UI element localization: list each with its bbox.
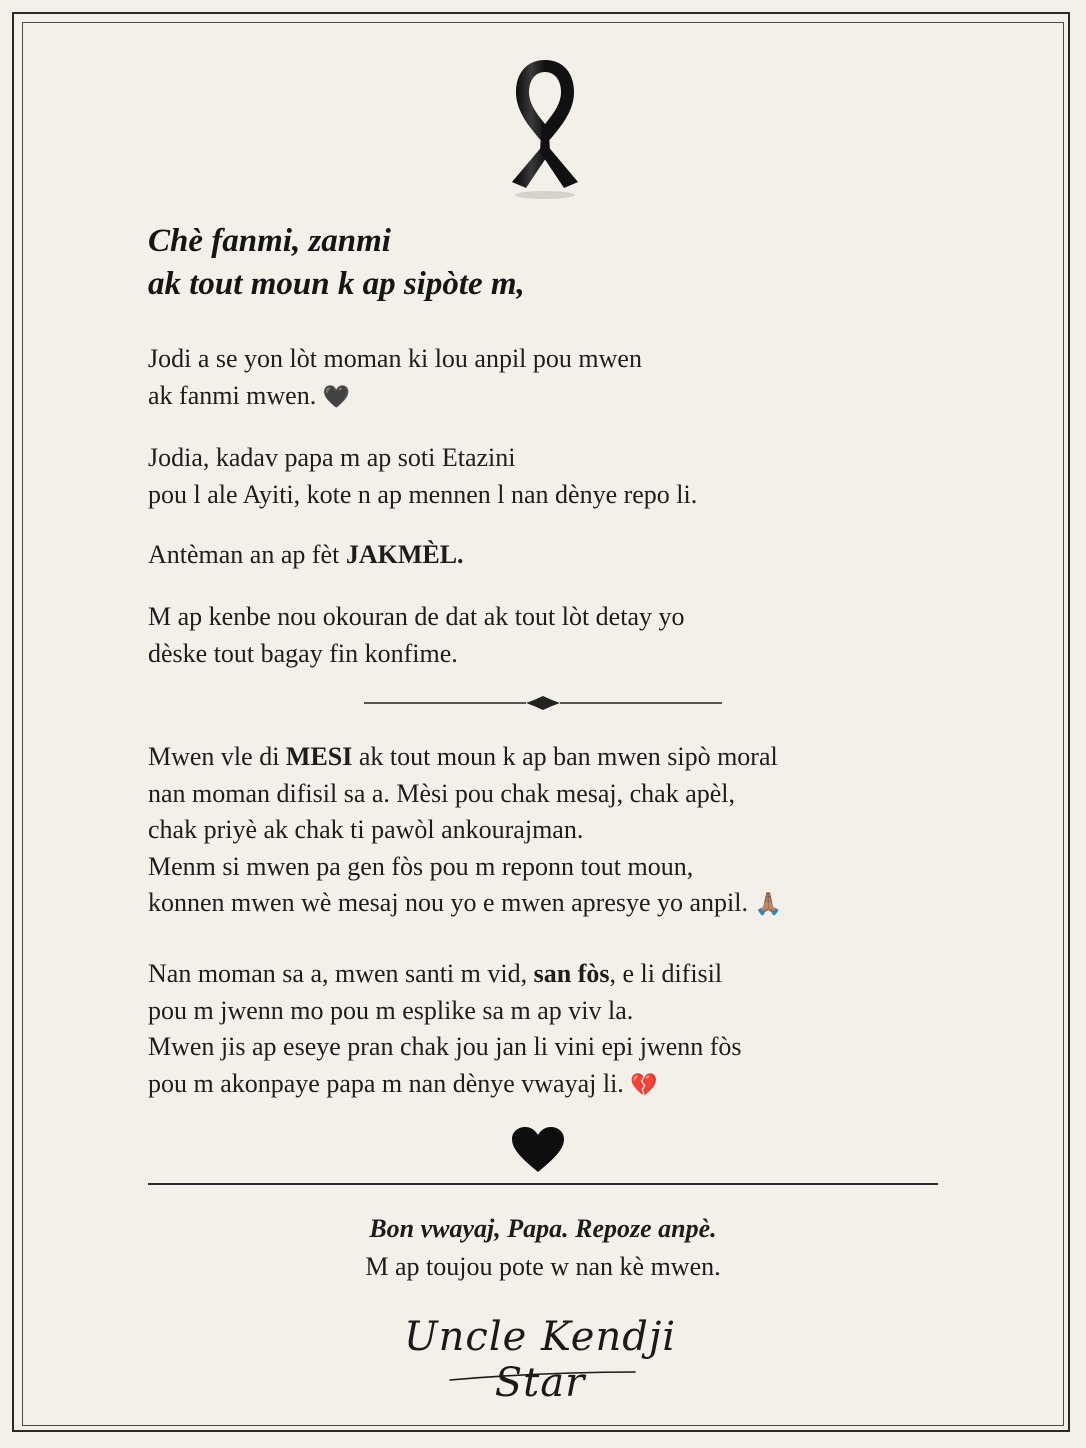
greeting: [148, 220, 948, 306]
paragraph-2: [148, 440, 948, 513]
broken-heart-emoji: 💔: [630, 1072, 658, 1098]
paragraph-5: [148, 739, 948, 924]
p6-line-1: Nan moman sa a, mwen santi m vid, san fòs, e li difisil: [148, 959, 723, 988]
praying-hands-emoji: 🙏🏽: [754, 892, 782, 917]
p5-line-4: Menm si mwen pa gen fòs pou m reponn tout moun,: [148, 851, 694, 881]
closing-divider: [148, 1183, 938, 1185]
p1-line-2: ak fanmi mwen. 🖤: [148, 380, 351, 410]
paragraph-1: [148, 341, 948, 416]
p1-line-1: Jodi a se yon lòt moman ki lou anpil pou mwen: [148, 344, 642, 373]
p3-line-1: Antèman an ap fèt JAKMÈL.: [148, 540, 464, 569]
p5-line-5: konnen mwen wè mesaj nou yo e mwen apresye yo anpil. 🙏🏽: [148, 888, 782, 917]
p2-line-1: Jodia, kadav papa m ap soti Etazini: [148, 443, 516, 472]
paragraph-4: [148, 599, 948, 672]
burial-place: JAKMÈL.: [345, 540, 464, 569]
closing-message: [148, 1210, 938, 1286]
p6-line-3: Mwen jis ap eseye pran chak jou jan li vini epi jwenn fòs: [148, 1032, 742, 1061]
without-strength: san fòs: [533, 959, 610, 988]
greeting-line-2: ak tout moun k ap sipòte m,: [148, 266, 525, 302]
paragraph-6: [148, 956, 948, 1104]
p2-line-2: pou l ale Ayiti, kote n ap mennen l nan dènye repo li.: [148, 479, 698, 509]
signature: Uncle Kendji Star: [403, 1314, 677, 1406]
closing-line-2: M ap toujou pote w nan kè mwen.: [365, 1252, 721, 1281]
signature-block: [360, 1308, 720, 1406]
p5-line-2: nan moman difisil sa a. Mèsi pou chak mesaj, chak apèl,: [148, 778, 736, 808]
black-ribbon-icon: [498, 52, 592, 202]
closing-line-1: Bon vwayaj, Papa. Repoze anpè.: [369, 1214, 717, 1243]
greeting-line-1: Chè fanmi, zanmi: [148, 223, 391, 259]
black-heart-icon: [511, 1126, 565, 1174]
p6-line-2: pou m jwenn mo pou m esplike sa m ap viv la.: [148, 995, 634, 1025]
paragraph-3: [148, 537, 948, 574]
p6-line-4: pou m akonpaye papa m nan dènye vwayaj li. 💔: [148, 1068, 658, 1098]
ornament-divider-icon: [364, 696, 722, 710]
signature-underline: [360, 1308, 720, 1388]
p4-line-1: M ap kenbe nou okouran de dat ak tout lòt detay yo: [148, 602, 685, 631]
thanks-word: MESI: [285, 742, 353, 771]
p5-line-1: Mwen vle di MESI ak tout moun k ap ban mwen sipò moral: [148, 742, 778, 771]
p4-line-2: dèske tout bagay fin konfime.: [148, 638, 458, 668]
p5-line-3: chak priyè ak chak ti pawòl ankourajman.: [148, 815, 584, 844]
black-heart-emoji: 🖤: [322, 384, 351, 410]
